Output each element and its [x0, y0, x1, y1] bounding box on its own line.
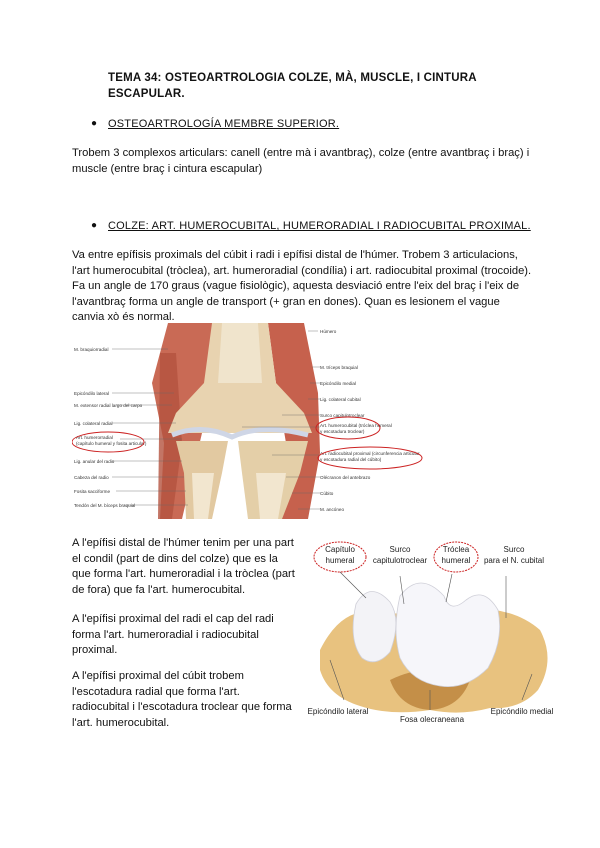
distal-humerus-figure — [300, 540, 556, 730]
label-surco-n-cubital: para el N. cubital — [483, 556, 545, 565]
label-art-humerorradial-sub: (capítulo humeral y fosita articular) — [76, 441, 147, 446]
label-art-humerocubital-sub: y escotadura troclear) — [320, 429, 365, 434]
label-surco: Surco — [389, 545, 411, 554]
label-capitulo: Capítulo — [325, 545, 355, 554]
paragraph-colze: Va entre epífisis proximals del cúbit i radi i epífisi distal de l'húmer. Trobem 3 articulacions, l'art humerocubital (tròclea), art. humeroradial (condília) i art. radiocubital proximal (trocoide). Fa un angle de 170 graus (vague fisiològic), aquesta desviació entre l'eix del braç i l'eix de l'avantbraç forma un angle de transport (+ gran en dones). Quan es lesionem el vague canvia xò és normal. — [72, 249, 532, 323]
label-lig-colateral-radial: Lig. colateral radial — [74, 421, 113, 426]
label-capitulo-humeral: humeral — [325, 556, 355, 565]
label-epicondilo-lateral: Epicóndilo lateral — [74, 391, 109, 396]
label-lig-anular: Lig. anular del radio — [74, 459, 115, 464]
label-olecranon: Olécranon del antebrazo — [320, 475, 371, 480]
paragraph-complexes: Trobem 3 complexos articulars: canell (entre mà i avantbraç), colze (entre avantbraç i braç) i muscle (entre braç i cintura escapular) — [72, 147, 530, 175]
label-braquiorradial: M. braquiorradial — [74, 347, 109, 352]
label-troclea: Tróclea — [442, 545, 470, 554]
label-surco-cubital: Surco — [503, 545, 525, 554]
bullet-dot: ● — [91, 220, 98, 231]
label-art-humerorradial: Art. humerorradial — [76, 435, 113, 440]
label-surco-capitulotroclear: capitulotroclear — [372, 556, 428, 565]
label-cabeza-radio: Cabeza del radio — [74, 475, 109, 480]
label-epicondilo-lateral-2: Epicóndilo lateral — [307, 707, 369, 716]
paragraph-humer-distal: A l'epífisi distal de l'húmer tenim per una part el condil (part de dins del colze) que es la que forma l'art. humeroradial i la tròclea (part de fora) que fa l'art. humerocubital. — [72, 537, 295, 596]
label-epicondilo-medial: Epicóndilo medial — [320, 381, 357, 386]
page-title: TEMA 34: OSTEOARTROLOGIA COLZE, MÀ, MUSCLE, I CINTURA ESCAPULAR. — [108, 72, 477, 100]
label-art-radiocubital: Art. radiocubital proximal (circunferencia articular — [320, 451, 420, 456]
label-surco-capitulotroclear: Surco capitulotroclear — [320, 413, 365, 418]
section-heading-1-text: OSTEOARTROLOGÍA MEMBRE SUPERIOR. — [108, 118, 340, 130]
label-humero: Húmero — [320, 329, 337, 334]
label-extensor-radial: M. extensor radial largo del carpo — [74, 403, 143, 408]
label-art-radiocubital-sub: y escotadura radial del cúbito) — [320, 457, 382, 462]
label-troclea-humeral: humeral — [441, 556, 471, 565]
section-heading-2-text: COLZE: ART. HUMEROCUBITAL, HUMERORADIAL I RADIOCUBITAL PROXIMAL. — [108, 220, 531, 232]
label-fosita-sacciforme: Fosita sacciforme — [74, 489, 110, 494]
elbow-joint-figure — [72, 323, 424, 519]
label-lig-colateral-cubital: Lig. colateral cubital — [320, 397, 361, 402]
paragraph-radi-proximal: A l'epífisi proximal del radi el cap del radi forma l'art. humeroradial i radiocubital proximal. — [72, 613, 274, 656]
label-tendon-biceps: Tendón del M. bíceps braquial — [74, 503, 136, 508]
paragraph-cubit-proximal: A l'epífisi proximal del cúbit trobem l'escotadura radial que forma l'art. radiocubital i l'escotadura troclear que forma l'art. humerocubital. — [72, 670, 292, 729]
label-epicondilo-medial-2: Epicóndilo medial — [490, 707, 554, 716]
label-cubito: Cúbito — [320, 491, 334, 496]
label-art-humerocubital: Art. humerocubital (tróclea humeral — [320, 423, 392, 428]
bullet-dot: ● — [91, 118, 98, 129]
label-anconeo: M. ancóneo — [320, 507, 345, 512]
label-fosa-olecraneana: Fosa olecraneana — [399, 715, 465, 724]
label-triceps: M. tríceps braquial — [320, 365, 358, 370]
